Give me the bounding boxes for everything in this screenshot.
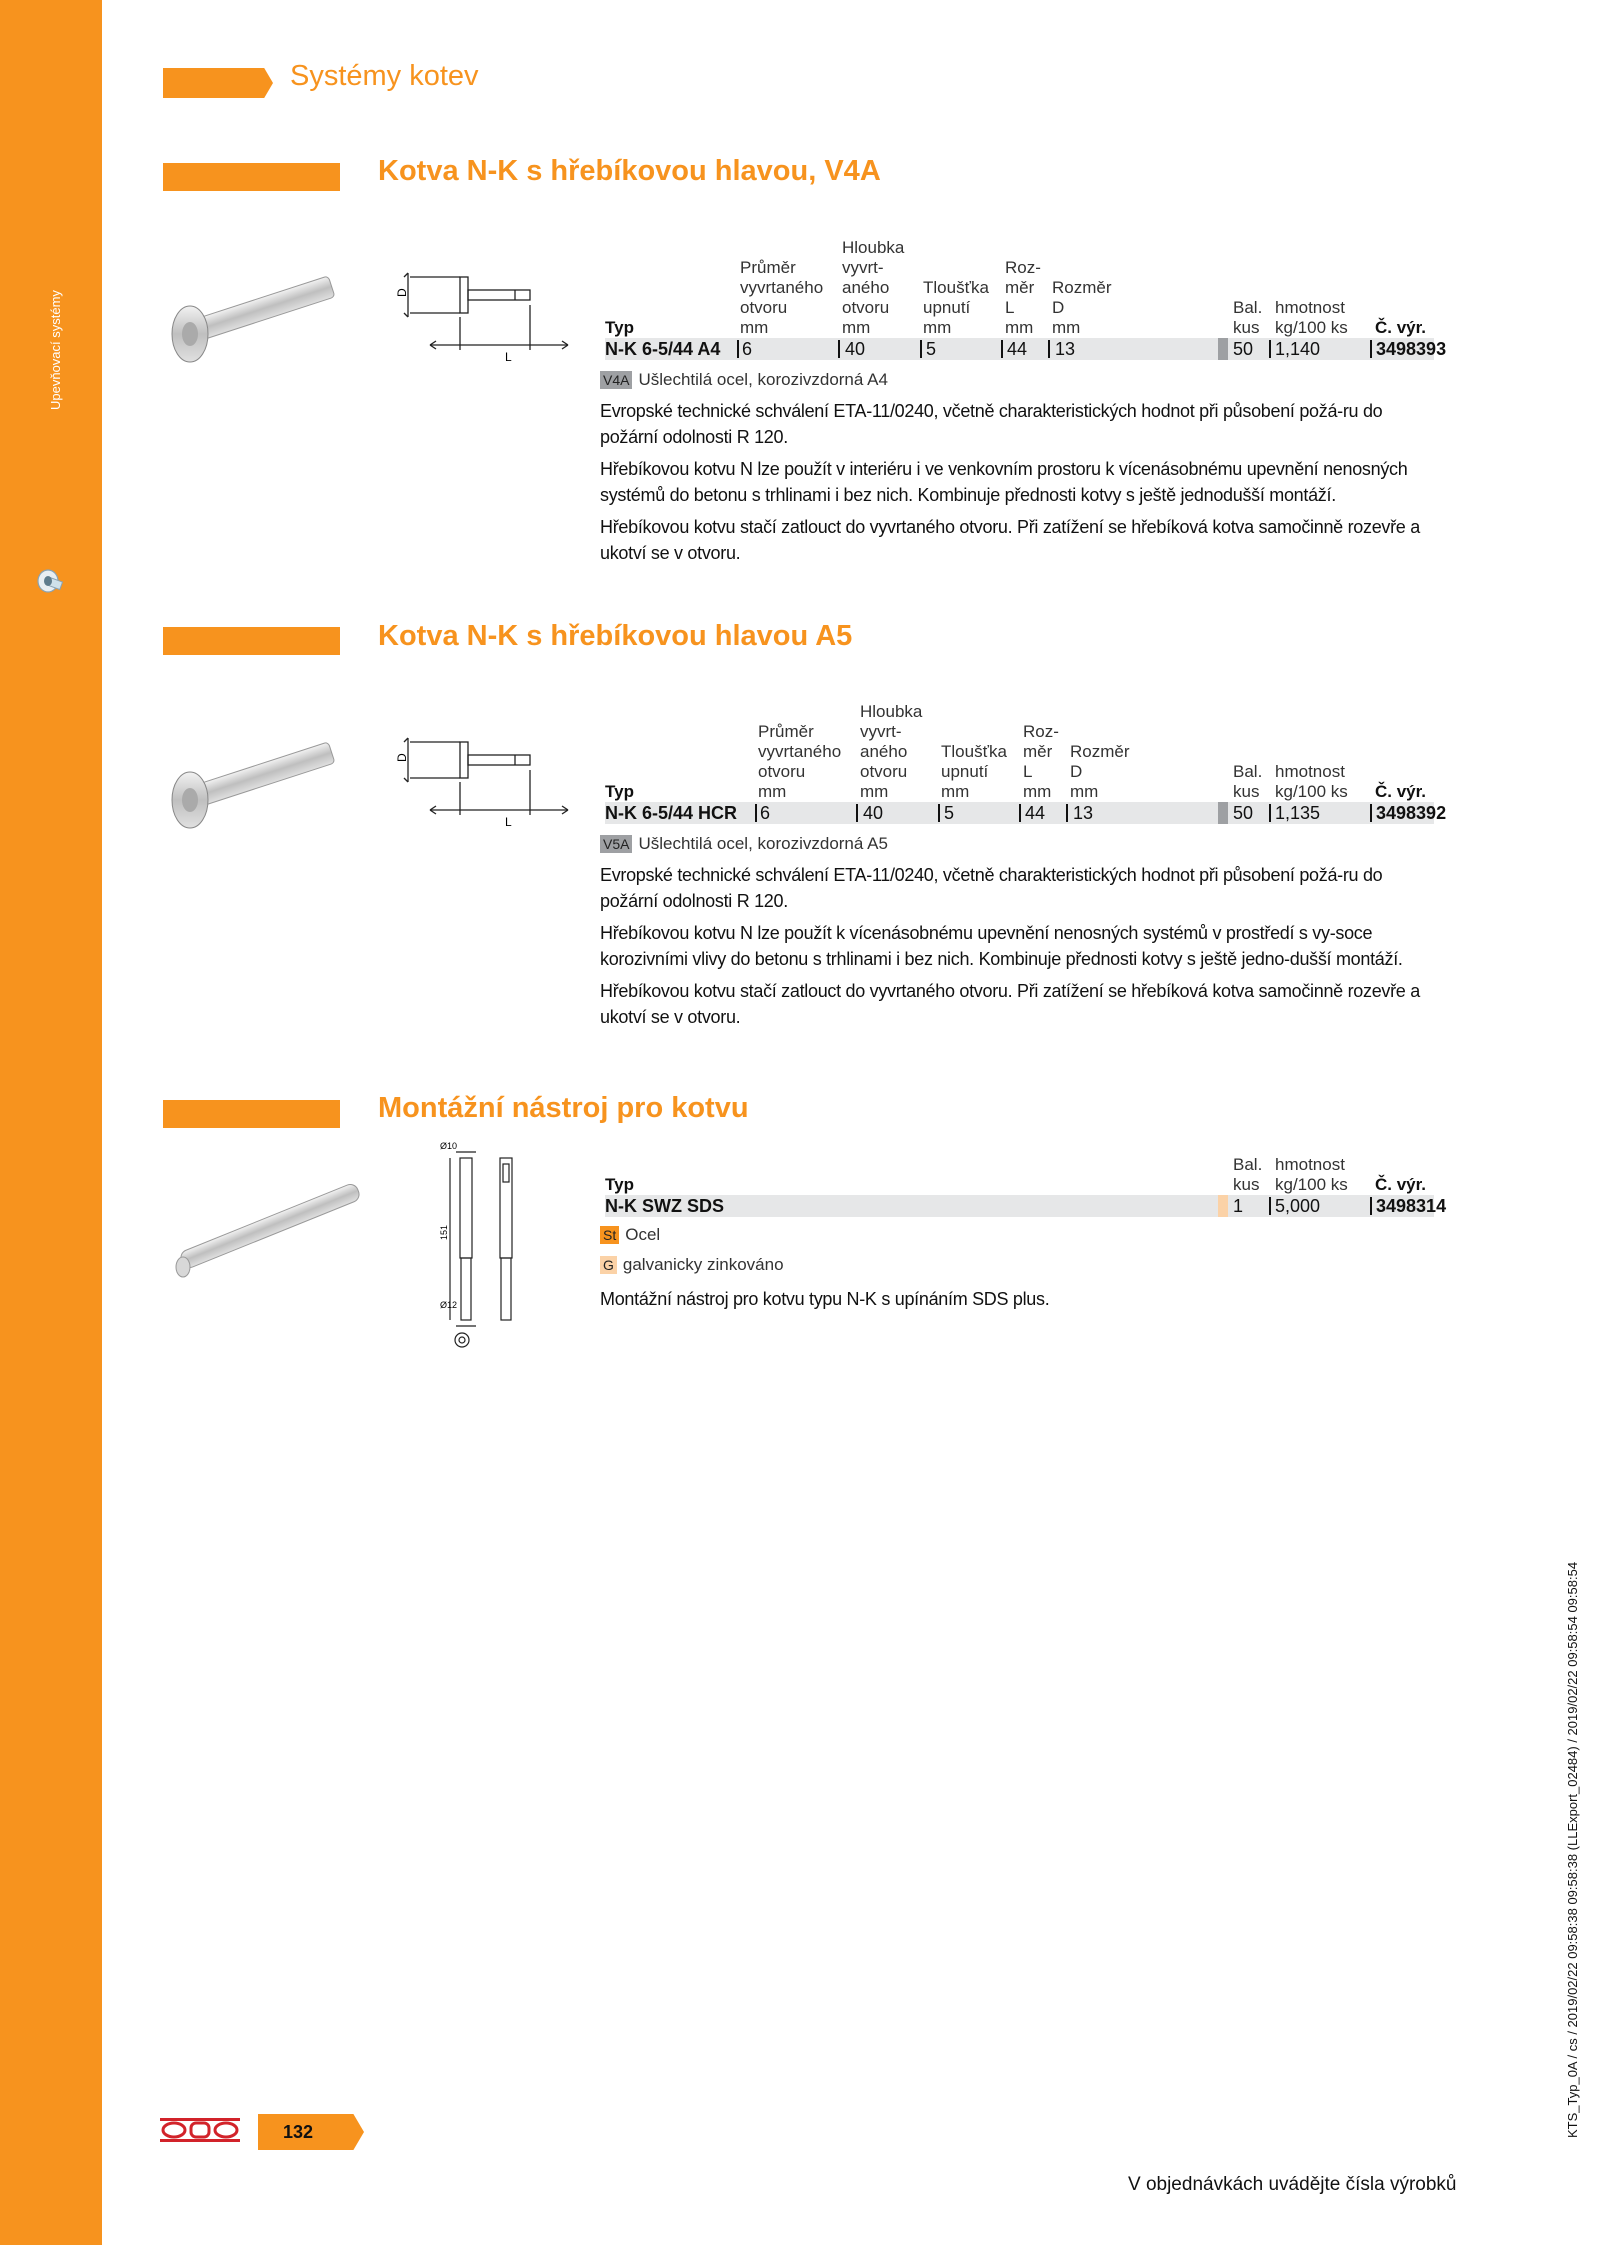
section-title: Kotva N-K s hřebíkovou hlavou, V4A <box>378 155 881 187</box>
cell-thickness: 5 <box>926 339 937 359</box>
dim-label-height: 151 <box>439 1224 449 1240</box>
material-line <box>600 370 888 390</box>
header-typ: Typ <box>605 318 634 337</box>
table-header <box>605 1085 1434 1195</box>
cell-type: N-K 6-5/44 A4 <box>605 339 721 359</box>
footer-note: V objednávkách uvádějte čísla výrobků <box>1128 2174 1457 2195</box>
paragraph: Evropské technické schválení ETA-11/0240, včetně charakteristických hodnot při působení požá-ru do požární odolnosti R 120. <box>600 865 1383 911</box>
material-line <box>600 1255 784 1275</box>
header-typ: Typ <box>605 1175 634 1194</box>
header-length: Roz- měr L mm <box>1005 258 1041 337</box>
section-title: Kotva N-K s hřebíkovou hlavou A5 <box>378 620 853 652</box>
table-row <box>605 338 1447 360</box>
dim-label-d: D <box>395 288 409 297</box>
technical-drawing-tool <box>430 1140 540 1350</box>
header-pack: Bal. kus <box>1233 298 1263 337</box>
cell-pack: 50 <box>1233 339 1254 359</box>
header-weight: hmotnost kg/100 ks <box>1275 762 1348 801</box>
header-diameter: Průměr vyvrtaného otvoru mm <box>758 722 842 801</box>
cell-weight: 1,140 <box>1275 339 1321 359</box>
header-article: Č. výr. <box>1375 1175 1427 1194</box>
header-pack: Bal. kus <box>1233 1155 1263 1194</box>
material-text: Ocel <box>625 1225 661 1244</box>
header-weight: hmotnost kg/100 ks <box>1275 298 1348 337</box>
product-table <box>605 692 1447 824</box>
section-description <box>600 398 1440 572</box>
material-text: Ušlechtilá ocel, korozivzdorná A5 <box>638 834 888 853</box>
page-title: Systémy kotev <box>290 60 479 92</box>
header-thickness: Tloušťka upnutí mm <box>941 742 1007 801</box>
obo-logo <box>160 2118 240 2142</box>
header-weight: hmotnost kg/100 ks <box>1275 1155 1348 1194</box>
cell-type: N-K SWZ SDS <box>605 1196 724 1216</box>
dim-label-l: L <box>505 815 512 829</box>
dim-label-l: L <box>505 350 512 364</box>
section-bar <box>163 163 340 191</box>
cell-article: 3498314 <box>1376 1196 1447 1216</box>
product-table <box>605 228 1447 360</box>
header-depth: Hloubka vyvrt- aného otvoru mm <box>860 702 923 801</box>
sidebar-category: Upevňovací systémy <box>48 290 63 410</box>
table-row <box>605 802 1447 824</box>
cell-article: 3498392 <box>1376 803 1447 823</box>
table-row <box>605 1195 1447 1217</box>
cell-weight: 1,135 <box>1275 803 1321 823</box>
header-length: Roz- měr L mm <box>1023 722 1059 801</box>
product-photo-anchor <box>160 718 360 838</box>
header-size: Rozměr D mm <box>1052 278 1112 337</box>
header-diameter: Průměr vyvrtaného otvoru mm <box>740 258 824 337</box>
paragraph: Hřebíkovou kotvu N lze použít v interiéru i ve venkovním prostoru k vícenásobnému upevnění nenosných systémů do betonu s trhlinami i bez nich. Kombinuje přednosti kotvy s ještě jednodušší montáží. <box>600 459 1408 505</box>
cell-article: 3498393 <box>1376 339 1447 359</box>
cell-length: 44 <box>1007 339 1028 359</box>
header-article: Č. výr. <box>1375 782 1427 801</box>
header-thickness: Tloušťka upnutí mm <box>923 278 989 337</box>
header-typ: Typ <box>605 782 634 801</box>
dim-label-d: D <box>395 753 409 762</box>
header-depth: Hloubka vyvrt- aného otvoru mm <box>842 238 905 337</box>
section-title: Montážní nástroj pro kotvu <box>378 1092 749 1124</box>
material-badge: G <box>600 1256 617 1274</box>
cell-depth: 40 <box>845 339 866 359</box>
paragraph: Hřebíkovou kotvu stačí zatlouct do vyvrtaného otvoru. Při zatížení se hřebíková kotva samočinně rozevře a ukotví se v otvoru. <box>600 517 1420 563</box>
cell-pack: 50 <box>1233 803 1254 823</box>
cell-weight: 5,000 <box>1275 1196 1321 1216</box>
paragraph: Montážní nástroj pro kotvu typu N-K s upínáním SDS plus. <box>600 1289 1050 1309</box>
table-header <box>605 692 1434 802</box>
header-article: Č. výr. <box>1375 318 1427 337</box>
cell-size: 13 <box>1055 339 1076 359</box>
header-size: Rozměr D mm <box>1070 742 1130 801</box>
section-bar <box>163 1100 340 1128</box>
cell-thickness: 5 <box>944 803 955 823</box>
section-bar <box>163 627 340 655</box>
section-description <box>600 1286 1440 1318</box>
dim-label-bottom: Ø12 <box>440 1300 458 1310</box>
header-pack: Bal. kus <box>1233 762 1263 801</box>
paragraph: Hřebíkovou kotvu stačí zatlouct do vyvrtaného otvoru. Při zatížení se hřebíková kotva samočinně rozevře a ukotví se v otvoru. <box>600 981 1420 1027</box>
product-photo-tool <box>165 1155 375 1305</box>
cell-length: 44 <box>1025 803 1046 823</box>
technical-drawing <box>390 720 570 830</box>
material-badge: St <box>600 1226 619 1244</box>
cell-diameter: 6 <box>760 803 771 823</box>
material-badge: V4A <box>600 371 632 389</box>
cell-size: 13 <box>1073 803 1094 823</box>
material-line <box>600 834 888 854</box>
technical-drawing <box>390 255 570 365</box>
material-text: Ušlechtilá ocel, korozivzdorná A4 <box>638 370 888 389</box>
product-table <box>605 1085 1447 1217</box>
anchor-icon <box>36 567 66 597</box>
page-number: 132 <box>283 2122 314 2142</box>
table-header <box>605 228 1434 338</box>
paragraph: Evropské technické schválení ETA-11/0240, včetně charakteristických hodnot při působení požá-ru do požární odolnosti R 120. <box>600 401 1383 447</box>
cell-pack: 1 <box>1233 1196 1244 1216</box>
cell-type: N-K 6-5/44 HCR <box>605 803 738 823</box>
paragraph: Hřebíkovou kotvu N lze použít k vícenásobnému upevnění nenosných systémů v prostředí s vy-soce korozivními vlivy do betonu s trhlinami i bez nich. Kombinuje přednosti kotvy s ještě jedno-dušší montáží. <box>600 923 1403 969</box>
cell-depth: 40 <box>863 803 884 823</box>
section-description <box>600 862 1440 1036</box>
header-tab <box>163 68 273 98</box>
material-badge: V5A <box>600 835 632 853</box>
material-line <box>600 1225 660 1245</box>
material-text: galvanicky zinkováno <box>622 1255 784 1274</box>
print-meta: KTS_Typ_0A / cs / 2019/02/22 09:58:38 09:58:38 (LLExport_02484) / 2019/02/22 09:58:54 09:58:54 <box>1565 1561 1580 2138</box>
cell-diameter: 6 <box>742 339 753 359</box>
dim-label-top: Ø10 <box>440 1141 458 1151</box>
product-photo-anchor <box>160 252 360 372</box>
